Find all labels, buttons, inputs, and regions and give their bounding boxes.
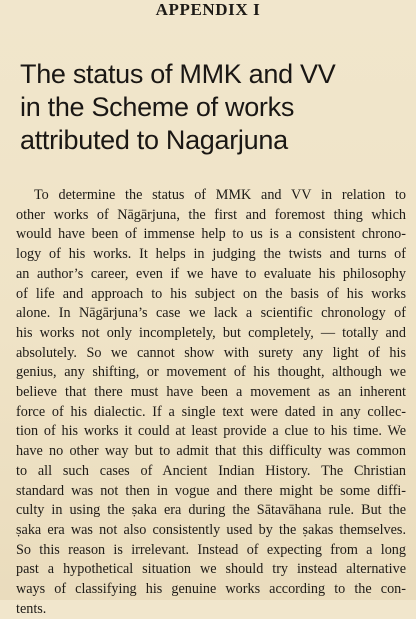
text-line: of life and approach to his subject on the basis of his works [16, 285, 406, 302]
title-line: The status of MMK and VV [20, 59, 336, 89]
text-line: other works of Nāgārjuna, the first and foremost thing which [16, 206, 406, 223]
text-line: alone. In Nāgārjuna’s case we lack a scientific chronology of [16, 305, 406, 322]
text-line: To determine the status of MMK and VV in relation to [34, 187, 406, 203]
chapter-title [20, 58, 400, 157]
text-line: would have been of immense help to us is a consistent chrono- [16, 226, 406, 243]
text-line: So this reason is irrelevant. Instead of expecting from a long [16, 541, 406, 558]
text-line: believe that there must have been a movement as an inherent [16, 384, 406, 401]
body-paragraph [0, 186, 416, 619]
text-line: logy of his works. It helps in judging the twists and turns of [16, 246, 406, 263]
title-line: in the Scheme of works [20, 92, 295, 122]
appendix-heading: APPENDIX I [155, 0, 261, 19]
text-line: an author’s career, even if we have to evaluate his philosophy [16, 265, 406, 282]
text-line: ṣaka era was not also consistently used by the ṣakas themselves. [16, 521, 406, 538]
text-line: past a hypothetical situation we should try instead alternative [16, 561, 406, 578]
text-line: culty in using the ṣaka era during the Sātavāhana rule. But the [16, 502, 406, 519]
text-line: to all such cases of Ancient Indian History. The Christian [16, 462, 406, 479]
text-line: tion of his works it could at least provide a clue to his time. We [16, 423, 406, 440]
text-line: absolutely. So we cannot show with surety any light of his [16, 344, 406, 361]
title-line: attributed to Nagarjuna [20, 125, 288, 155]
text-line: have no other way but to admit that this difficulty was common [16, 443, 406, 460]
text-line: standard was not then in vogue and there might be some diffi- [16, 482, 406, 499]
text-line: tents. [16, 600, 47, 617]
text-line: ways of classifying his genuine works according to the con- [16, 581, 406, 598]
text-line: force of his dialectic. If a single text were dated in any collec- [16, 403, 406, 420]
text-line: genius, any shifting, or movement of his thought, although we [16, 364, 406, 381]
text-line: his works not only incompletely, but completely, — totally and [16, 324, 406, 341]
